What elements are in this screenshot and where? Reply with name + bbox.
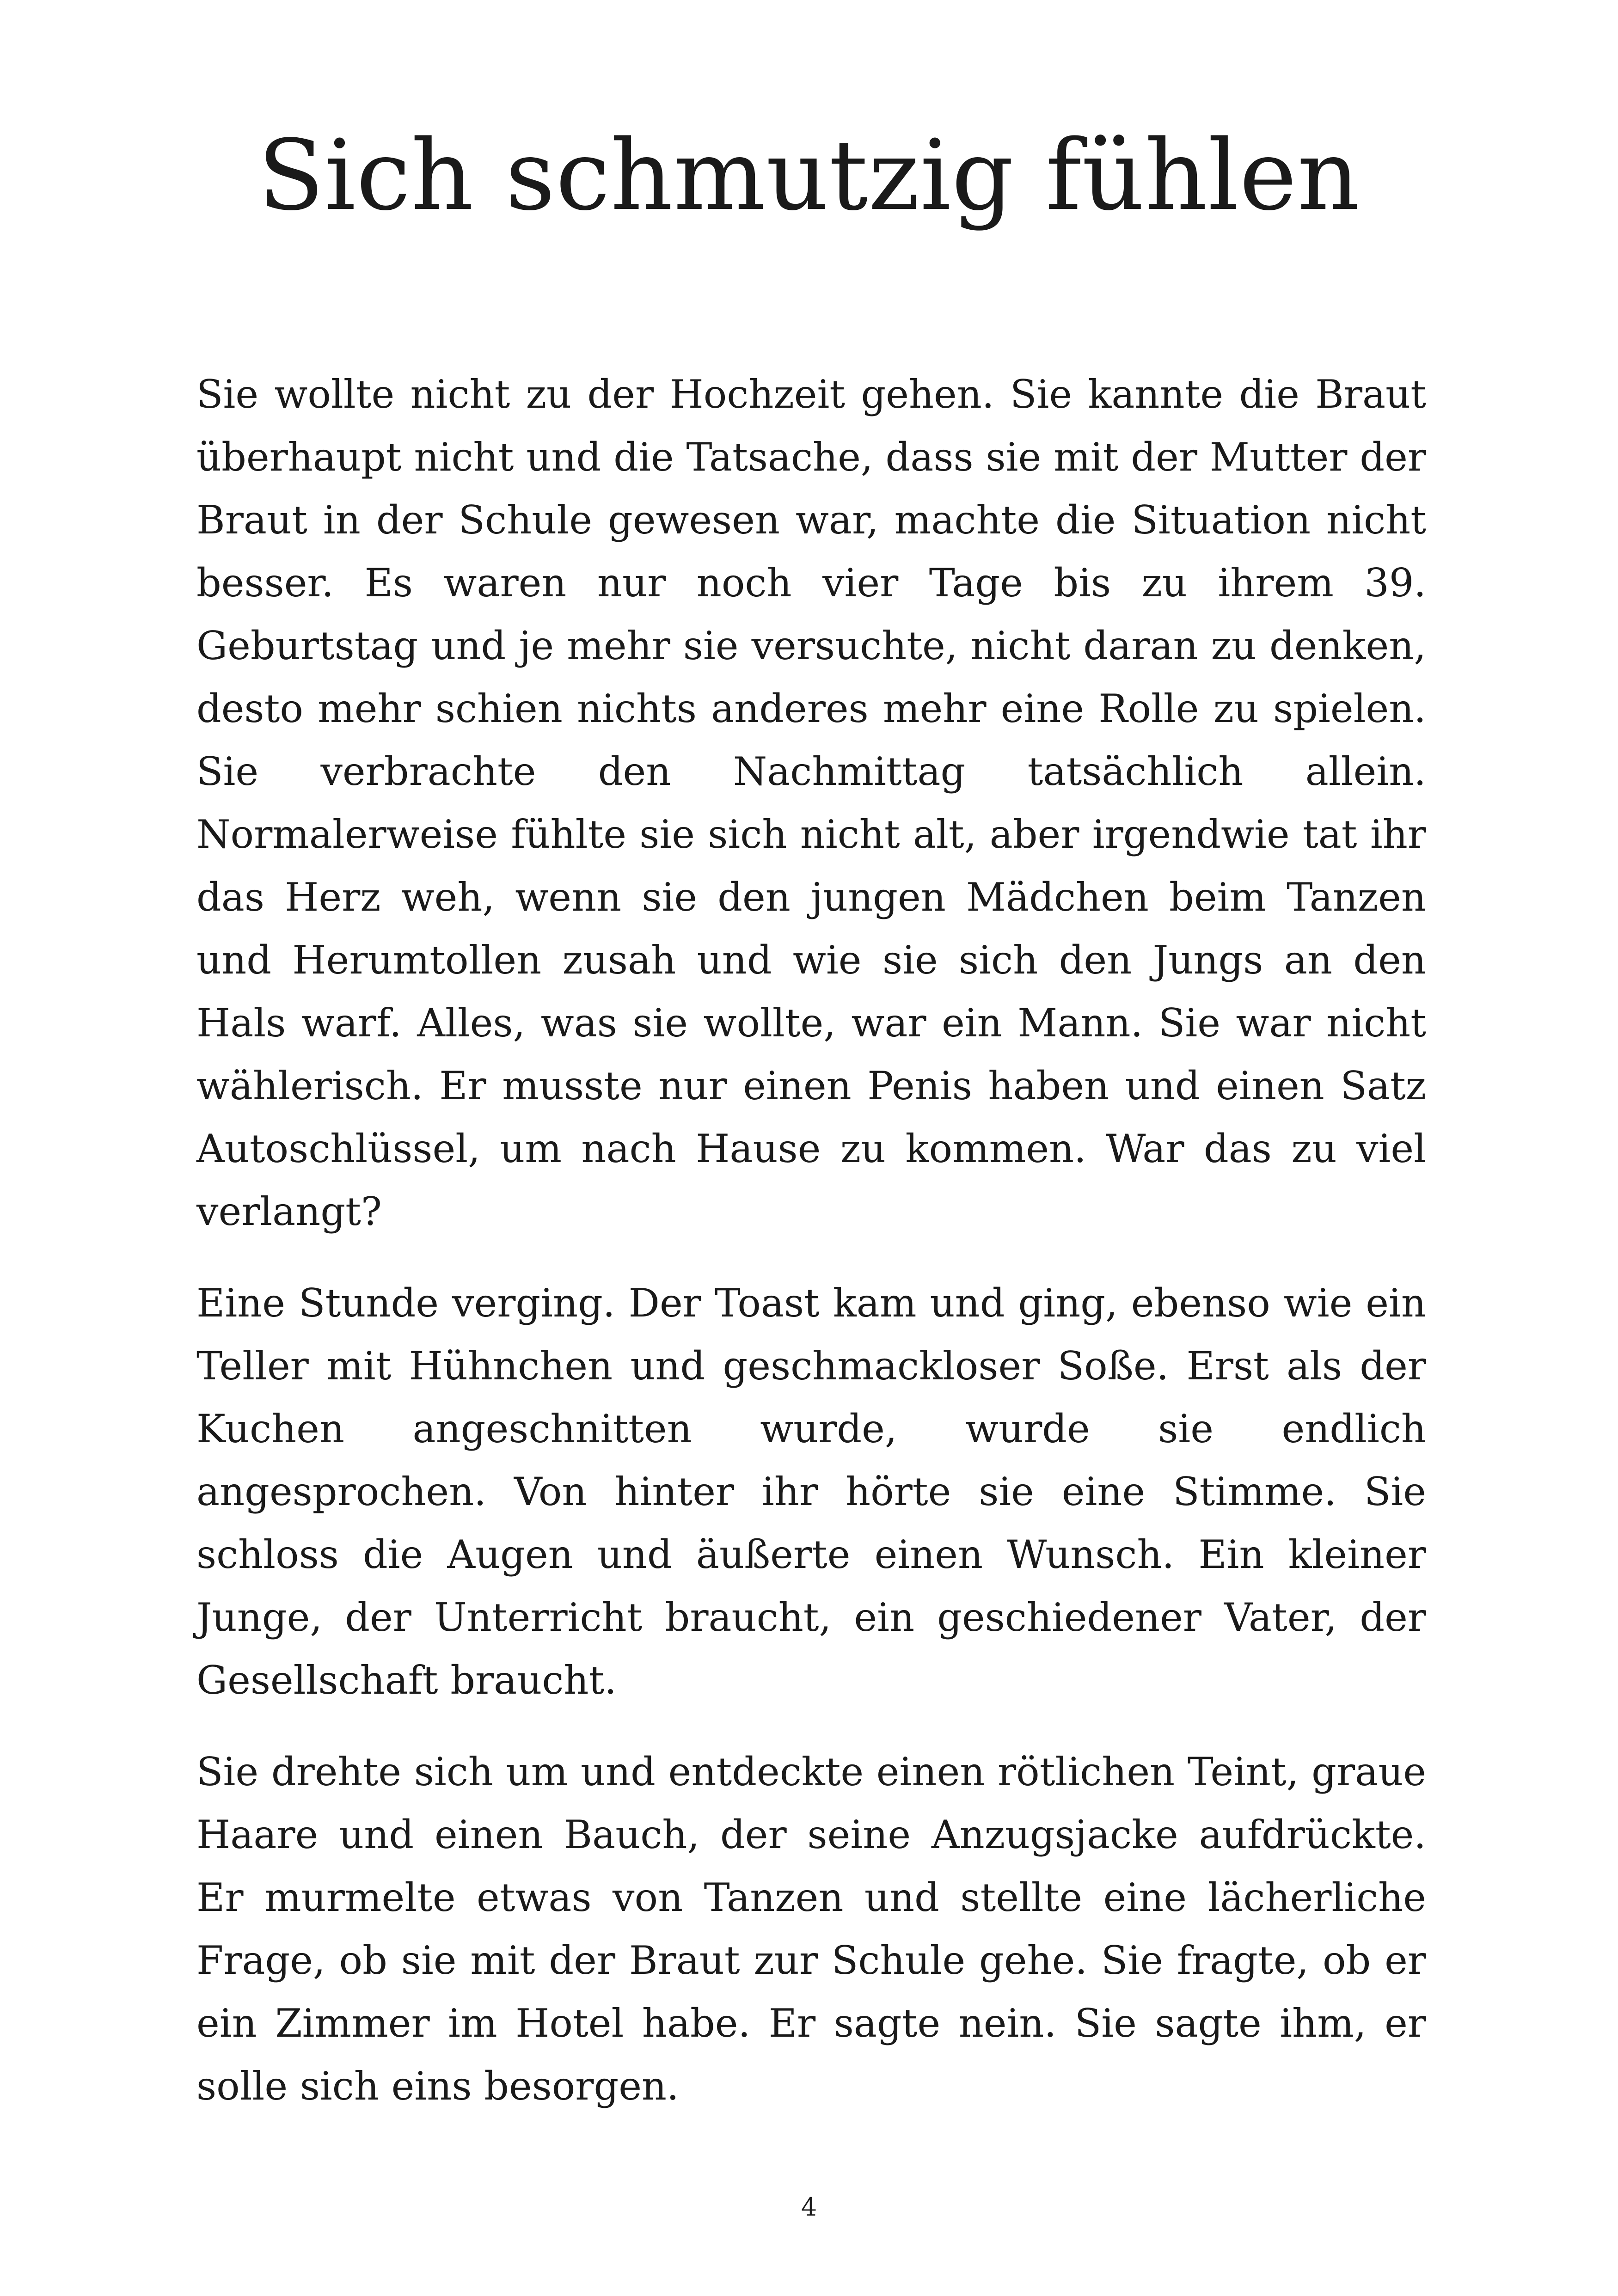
paragraph: Sie wollte nicht zu der Hochzeit gehen. Sie kannte die Braut überhaupt nicht und die Tatsache, dass sie mit der Mutter der Braut in der Schule gewesen war, machte die Situation nicht besser. Es waren nur noch vier Tage bis zu ihrem 39. Geburtstag und je mehr sie versuchte, nicht daran zu denken, desto mehr schien nichts anderes mehr eine Rolle zu spielen. Sie verbrachte den Nachmittag tatsächlich allein. Normalerweise fühlte sie sich nicht alt, aber irgendwie tat ihr das Herz weh, wenn sie den jungen Mädchen beim Tanzen und Herumtollen zusah und wie sie sich den Jungs an den Hals warf. Alles, was sie wollte, war ein Mann. Sie war nicht wählerisch. Er musste nur einen Penis haben und einen Satz Autoschlüssel, um nach Hause zu kommen. War das zu viel verlangt? [196, 372, 1426, 1234]
paragraph: Sie drehte sich um und entdeckte einen rötlichen Teint, graue Haare und einen Bauch, der seine Anzugsjacke aufdrückte. Er murmelte etwas von Tanzen und stellte eine lächerliche Frage, ob sie mit der Braut zur Schule gehe. Sie fragte, ob er ein Zimmer im Hotel habe. Er sagte nein. Sie sagte ihm, er solle sich eins besorgen. [196, 1749, 1426, 2109]
body-text [196, 363, 1426, 2146]
page-number: 4 [801, 2192, 817, 2222]
paragraph: Eine Stunde verging. Der Toast kam und ging, ebenso wie ein Teller mit Hühnchen und geschmackloser Soße. Erst als der Kuchen angeschnitten wurde, wurde sie endlich angesprochen. Von hinter ihr hörte sie eine Stimme. Sie schloss die Augen und äußerte einen Wunsch. Ein kleiner Junge, der Unterricht braucht, ein geschiedener Vater, der Gesellschaft braucht. [196, 1280, 1426, 1703]
page-title: Sich schmutzig fühlen [257, 119, 1361, 232]
